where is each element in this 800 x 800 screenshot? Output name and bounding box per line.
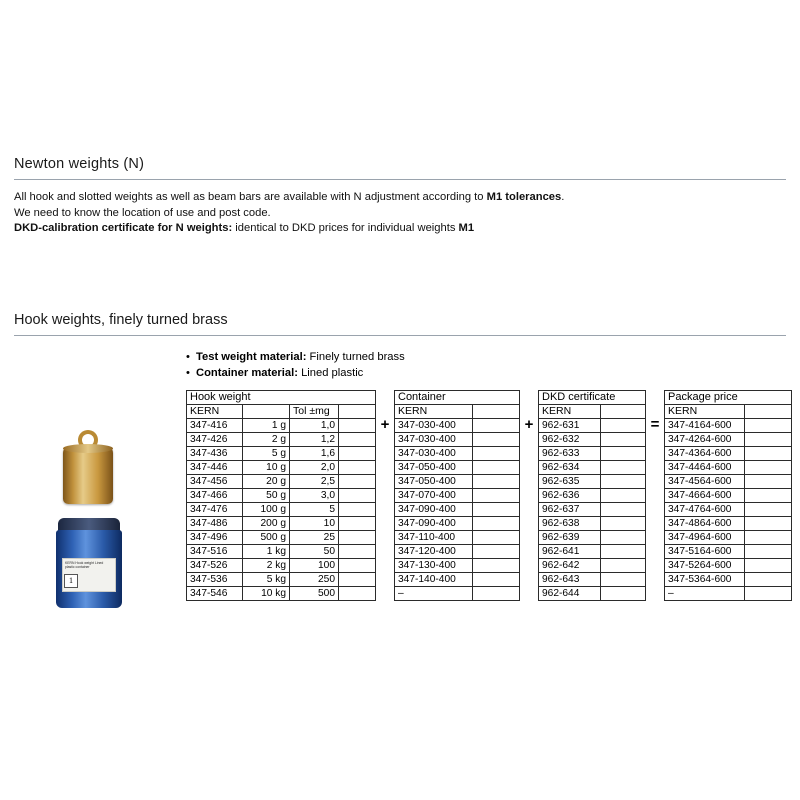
table-cell: 347-070-400 [395, 489, 473, 503]
table-cell: 347-4264-600 [665, 433, 745, 447]
table-cell: 347-4664-600 [665, 489, 745, 503]
table-cell: 10 g [243, 461, 290, 475]
bullet-dot-icon: • [186, 351, 190, 363]
table-cell: 100 [290, 559, 339, 573]
table-row[interactable] [187, 559, 376, 573]
table-cell: 347-476 [187, 503, 243, 517]
table-cell [745, 419, 792, 433]
table-row[interactable] [665, 475, 792, 489]
table-cell [745, 517, 792, 531]
column-header-kern: KERN [187, 405, 243, 419]
table-cell [339, 517, 376, 531]
table-cell: 962-638 [539, 517, 601, 531]
table-cell [339, 559, 376, 573]
table-cell: 1 kg [243, 545, 290, 559]
table-cell [473, 587, 520, 601]
bold-text: DKD-calibration certificate for N weights: [14, 222, 233, 234]
table-cell: 347-140-400 [395, 573, 473, 587]
price-tables [186, 390, 792, 601]
table-cell [339, 587, 376, 601]
table-cell [601, 587, 646, 601]
table-cell: 347-426 [187, 433, 243, 447]
table-cell: 347-546 [187, 587, 243, 601]
table-row[interactable] [539, 489, 646, 503]
table-row[interactable] [539, 531, 646, 545]
table-row[interactable] [539, 433, 646, 447]
table-cell [339, 503, 376, 517]
table-column-header-row [665, 405, 792, 419]
table-cell: 347-4764-600 [665, 503, 745, 517]
plastic-container-image [52, 518, 126, 616]
column-header-blank [473, 405, 520, 419]
table-cell: – [395, 587, 473, 601]
table-cell: 347-416 [187, 419, 243, 433]
table-cell: 347-516 [187, 545, 243, 559]
table-group-header-row [539, 391, 646, 405]
table-cell: 962-632 [539, 433, 601, 447]
table-row[interactable] [665, 433, 792, 447]
table-cell [601, 447, 646, 461]
table-cell: 347-050-400 [395, 475, 473, 489]
table-row[interactable] [187, 503, 376, 517]
table-cell [339, 447, 376, 461]
table-row[interactable] [395, 587, 520, 601]
table-cell: 20 g [243, 475, 290, 489]
table-row[interactable] [665, 559, 792, 573]
table-cell: 962-641 [539, 545, 601, 559]
table-row[interactable] [187, 587, 376, 601]
table-group-header-row [395, 391, 520, 405]
table-row[interactable] [539, 559, 646, 573]
table-cell: 962-639 [539, 531, 601, 545]
section-newton-weights [14, 156, 786, 237]
table-cell [339, 545, 376, 559]
table-row[interactable] [395, 475, 520, 489]
table-cell: 5 kg [243, 573, 290, 587]
table-cell: 347-496 [187, 531, 243, 545]
table-cell [473, 559, 520, 573]
table-package-price [664, 390, 792, 601]
table-cell: 347-536 [187, 573, 243, 587]
table-row[interactable] [187, 573, 376, 587]
table-cell [339, 531, 376, 545]
table-cell: 5 [290, 503, 339, 517]
table-column-header-row [187, 405, 376, 419]
section-hook-weights [14, 312, 786, 336]
table-cell: 5 g [243, 447, 290, 461]
table-cell: 962-644 [539, 587, 601, 601]
table-group-header-row [187, 391, 376, 405]
table-cell: 347-526 [187, 559, 243, 573]
table-cell [473, 475, 520, 489]
table-cell [601, 573, 646, 587]
table-row[interactable] [395, 559, 520, 573]
table-row[interactable] [539, 503, 646, 517]
table-row[interactable] [395, 489, 520, 503]
group-header-container: Container [395, 391, 520, 405]
table-cell: 347-030-400 [395, 433, 473, 447]
table-package-price-wrap [664, 390, 792, 601]
table-row[interactable] [395, 503, 520, 517]
table-cell: 347-120-400 [395, 545, 473, 559]
table-cell [601, 517, 646, 531]
table-cell [473, 517, 520, 531]
plain-text: identical to DKD prices for individual weights [232, 222, 459, 234]
table-cell [601, 531, 646, 545]
group-header-dkd: DKD certificate [539, 391, 646, 405]
table-cell [473, 461, 520, 475]
table-cell: 962-643 [539, 573, 601, 587]
table-row[interactable] [539, 447, 646, 461]
table-row[interactable] [395, 419, 520, 433]
table-cell: 200 g [243, 517, 290, 531]
table-cell [339, 461, 376, 475]
table-cell [745, 573, 792, 587]
table-cell: 347-090-400 [395, 517, 473, 531]
table-hook-weight-wrap [186, 390, 376, 601]
table-cell [601, 503, 646, 517]
column-header-tol: Tol ±mg [290, 405, 339, 419]
table-cell: 1,2 [290, 433, 339, 447]
table-cell: 962-637 [539, 503, 601, 517]
group-header-package-price: Package price [665, 391, 792, 405]
table-row[interactable] [395, 573, 520, 587]
table-cell: 347-486 [187, 517, 243, 531]
table-cell [601, 475, 646, 489]
column-header-blank [601, 405, 646, 419]
table-dkd-wrap [538, 390, 646, 601]
table-cell: 347-030-400 [395, 447, 473, 461]
plain-text: We need to know the location of use and post code. [14, 206, 271, 219]
bold-text: M1 [458, 222, 475, 234]
plain-text: Finely turned brass [306, 351, 405, 363]
table-cell: 347-110-400 [395, 531, 473, 545]
table-cell: 347-4164-600 [665, 419, 745, 433]
table-row[interactable] [665, 587, 792, 601]
table-cell [473, 503, 520, 517]
table-row[interactable] [539, 573, 646, 587]
table-cell: 347-5264-600 [665, 559, 745, 573]
bullet-item [186, 350, 405, 366]
table-dkd-certificate [538, 390, 646, 601]
newton-paragraph [14, 190, 786, 237]
table-row[interactable] [187, 545, 376, 559]
table-cell: 10 [290, 517, 339, 531]
table-cell: 1,6 [290, 447, 339, 461]
table-cell: 347-4564-600 [665, 475, 745, 489]
table-cell: 962-642 [539, 559, 601, 573]
table-cell: 50 [290, 545, 339, 559]
column-header-kern: KERN [539, 405, 601, 419]
table-cell: 962-636 [539, 489, 601, 503]
bold-text: M1 tolerances [486, 191, 562, 203]
table-cell: 1,0 [290, 419, 339, 433]
table-row[interactable] [539, 545, 646, 559]
column-header-kern: KERN [395, 405, 473, 419]
table-cell: 347-090-400 [395, 503, 473, 517]
table-cell [745, 531, 792, 545]
table-cell: 962-634 [539, 461, 601, 475]
table-cell: 1 g [243, 419, 290, 433]
table-cell [473, 573, 520, 587]
table-cell: 962-635 [539, 475, 601, 489]
table-body-hook-weight [187, 419, 376, 601]
table-cell [339, 433, 376, 447]
bold-text: Container material: [196, 366, 298, 379]
table-row[interactable] [665, 461, 792, 475]
container-label: KERN Hook weight Lined plastic container [62, 558, 116, 592]
horizontal-rule-2 [14, 335, 786, 336]
table-row[interactable] [539, 419, 646, 433]
table-cell [473, 489, 520, 503]
paragraph-line [14, 206, 786, 222]
table-row[interactable] [395, 433, 520, 447]
table-container-wrap [394, 390, 520, 601]
table-row[interactable] [395, 461, 520, 475]
table-cell: 3,0 [290, 489, 339, 503]
table-cell [473, 433, 520, 447]
table-cell: 347-446 [187, 461, 243, 475]
table-cell: 2 g [243, 433, 290, 447]
section-title-newton: Newton weights (N) [14, 156, 145, 172]
table-cell: 347-130-400 [395, 559, 473, 573]
table-cell [745, 559, 792, 573]
table-cell: 25 [290, 531, 339, 545]
table-cell [473, 447, 520, 461]
table-cell [745, 433, 792, 447]
table-row[interactable] [187, 433, 376, 447]
table-cell: 347-030-400 [395, 419, 473, 433]
table-cell: 347-5364-600 [665, 573, 745, 587]
bullet-dot-icon: • [186, 366, 190, 379]
table-cell: 2,5 [290, 475, 339, 489]
table-row[interactable] [395, 545, 520, 559]
weight-body [63, 446, 113, 504]
table-cell: 250 [290, 573, 339, 587]
table-row[interactable] [187, 489, 376, 503]
table-cell [339, 475, 376, 489]
table-row[interactable] [539, 587, 646, 601]
table-cell: 10 kg [243, 587, 290, 601]
plain-text: All hook and slotted weights as well as beam bars are available with N adjustment according to [14, 191, 487, 203]
table-cell [339, 419, 376, 433]
table-row[interactable] [665, 447, 792, 461]
column-header-value [243, 405, 290, 419]
paragraph-line [14, 190, 786, 206]
table-cell: – [665, 587, 745, 601]
table-row[interactable] [395, 531, 520, 545]
paragraph-line [14, 221, 786, 237]
table-cell: 500 [290, 587, 339, 601]
operator-plus-2: + [524, 416, 534, 433]
bold-text: Test weight material: [196, 351, 307, 363]
table-row[interactable] [395, 447, 520, 461]
column-header-kern: KERN [665, 405, 745, 419]
table-row[interactable] [187, 447, 376, 461]
section-title-hook: Hook weights, finely turned brass [14, 312, 228, 328]
table-row[interactable] [665, 531, 792, 545]
table-cell: 347-4364-600 [665, 447, 745, 461]
table-cell [745, 461, 792, 475]
bullet-list [186, 350, 405, 381]
table-row[interactable] [187, 419, 376, 433]
table-cell: 347-5164-600 [665, 545, 745, 559]
group-header-hook-weight: Hook weight [187, 391, 376, 405]
table-cell [601, 419, 646, 433]
table-cell [745, 545, 792, 559]
table-row[interactable] [187, 461, 376, 475]
table-body-package-price [665, 419, 792, 601]
table-body-container [395, 419, 520, 601]
plain-text: Lined plastic [297, 366, 364, 379]
table-row[interactable] [665, 545, 792, 559]
table-cell [745, 587, 792, 601]
table-row[interactable] [665, 419, 792, 433]
table-cell: 347-456 [187, 475, 243, 489]
table-hook-weight [186, 390, 376, 601]
table-cell: 347-466 [187, 489, 243, 503]
table-cell [745, 447, 792, 461]
plain-text: . [561, 191, 565, 203]
table-row[interactable] [665, 573, 792, 587]
table-group-header-row [665, 391, 792, 405]
table-cell: 347-436 [187, 447, 243, 461]
table-container [394, 390, 520, 601]
table-cell: 962-633 [539, 447, 601, 461]
operator-equals: = [650, 416, 660, 433]
table-cell [473, 545, 520, 559]
weight-top [63, 444, 113, 453]
table-cell [745, 475, 792, 489]
table-cell: 2,0 [290, 461, 339, 475]
table-cell: 962-631 [539, 419, 601, 433]
container-number: 1 [64, 574, 78, 588]
table-row[interactable] [539, 475, 646, 489]
operator-plus-1: + [380, 416, 390, 433]
table-row[interactable] [187, 475, 376, 489]
table-cell [745, 489, 792, 503]
table-cell: 2 kg [243, 559, 290, 573]
table-cell [339, 489, 376, 503]
table-row[interactable] [665, 503, 792, 517]
table-cell [601, 559, 646, 573]
table-cell [339, 573, 376, 587]
table-cell [473, 531, 520, 545]
table-cell: 347-4864-600 [665, 517, 745, 531]
table-cell [601, 489, 646, 503]
brass-hook-weight-image [57, 430, 119, 508]
table-cell: 100 g [243, 503, 290, 517]
horizontal-rule [14, 179, 786, 180]
table-cell [601, 433, 646, 447]
table-row[interactable] [539, 461, 646, 475]
table-cell [473, 419, 520, 433]
table-cell: 347-4464-600 [665, 461, 745, 475]
table-row[interactable] [187, 517, 376, 531]
table-row[interactable] [665, 517, 792, 531]
table-cell [601, 545, 646, 559]
table-row[interactable] [395, 517, 520, 531]
table-row[interactable] [665, 489, 792, 503]
table-cell: 500 g [243, 531, 290, 545]
table-cell: 347-4964-600 [665, 531, 745, 545]
column-header-blank [745, 405, 792, 419]
bullet-item [186, 366, 405, 382]
table-column-header-row [395, 405, 520, 419]
table-row[interactable] [539, 517, 646, 531]
table-cell: 347-050-400 [395, 461, 473, 475]
table-cell [745, 503, 792, 517]
table-column-header-row [539, 405, 646, 419]
table-body-dkd [539, 419, 646, 601]
column-header-blank [339, 405, 376, 419]
table-row[interactable] [187, 531, 376, 545]
table-cell: 50 g [243, 489, 290, 503]
table-cell [601, 461, 646, 475]
